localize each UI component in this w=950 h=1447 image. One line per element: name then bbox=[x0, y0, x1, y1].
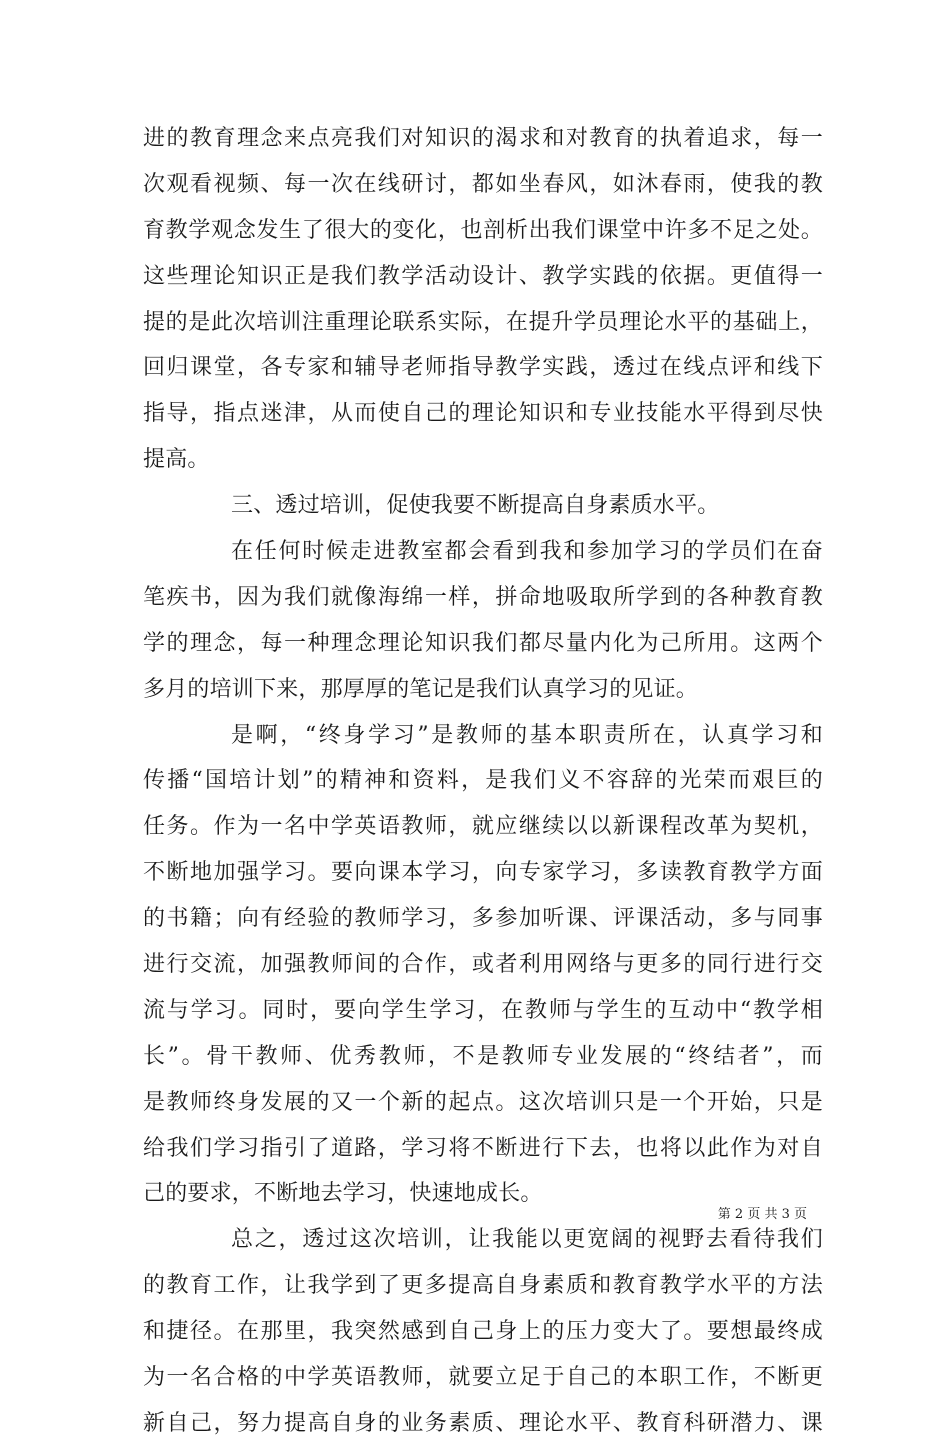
text-line: 进行交流，加强教师间的合作，或者利用网络与更多的同行进行交 bbox=[143, 952, 823, 978]
text-line: 在任何时候走进教室都会看到我和参加学习的学员们在奋 bbox=[231, 539, 823, 565]
text-line: 流与学习。同时，要向学生学习，在教师与学生的互动中“教学相 bbox=[143, 997, 823, 1023]
page-number: 第 2 页 共 3 页 bbox=[717, 1207, 807, 1222]
text-line: 的教育工作，让我学到了更多提高自身素质和教育教学水平的方法 bbox=[143, 1273, 823, 1299]
section-heading: 三、透过培训，促使我要不断提高自身素质水平。 bbox=[231, 493, 720, 519]
text-line: 指导，指点迷津，从而使自己的理论知识和专业技能水平得到尽快 bbox=[143, 401, 823, 427]
text-line: 学的理念，每一种理念理论知识我们都尽量内化为己所用。这两个 bbox=[143, 630, 823, 656]
text-line: 传播“国培计划”的精神和资料，是我们义不容辞的光荣而艰巨的 bbox=[143, 768, 823, 794]
text-line: 己的要求，不断地去学习，快速地成长。 bbox=[143, 1181, 543, 1207]
text-line: 这些理论知识正是我们教学活动设计、教学实践的依据。更值得一 bbox=[143, 263, 823, 289]
text-line: 提高。 bbox=[143, 447, 210, 473]
text-line: 和捷径。在那里，我突然感到自己身上的压力变大了。要想最终成 bbox=[143, 1319, 823, 1345]
text-line: 回归课堂，各专家和辅导老师指导教学实践，透过在线点评和线下 bbox=[143, 355, 823, 381]
text-line: 长”。骨干教师、优秀教师，不是教师专业发展的“终结者”，而 bbox=[143, 1043, 823, 1069]
text-line: 不断地加强学习。要向课本学习，向专家学习，多读教育教学方面 bbox=[143, 860, 823, 886]
text-line: 多月的培训下来，那厚厚的笔记是我们认真学习的见证。 bbox=[143, 676, 699, 702]
text-line: 为一名合格的中学英语教师，就要立足于自己的本职工作，不断更 bbox=[143, 1365, 823, 1391]
text-line: 是教师终身发展的又一个新的起点。这次培训只是一个开始，只是 bbox=[143, 1089, 823, 1115]
text-line: 任务。作为一名中学英语教师，就应继续以以新课程改革为契机， bbox=[143, 814, 823, 840]
text-line: 新自己，努力提高自身的业务素质、理论水平、教育科研潜力、课 bbox=[143, 1410, 823, 1436]
text-line: 育教学观念发生了很大的变化，也剖析出我们课堂中许多不足之处。 bbox=[143, 217, 823, 243]
text-line: 笔疾书，因为我们就像海绵一样，拼命地吸取所学到的各种教育教 bbox=[143, 584, 823, 610]
text-line: 次观看视频、每一次在线研讨，都如坐春风，如沐春雨，使我的教 bbox=[143, 171, 823, 197]
text-line: 提的是此次培训注重理论联系实际，在提升学员理论水平的基础上， bbox=[143, 309, 823, 335]
body-text bbox=[143, 116, 823, 1447]
text-line: 是啊，“终身学习”是教师的基本职责所在，认真学习和 bbox=[231, 722, 823, 748]
text-line: 总之，透过这次培训，让我能以更宽阔的视野去看待我们 bbox=[231, 1227, 823, 1253]
text-line: 的书籍；向有经验的教师学习，多参加听课、评课活动，多与同事 bbox=[143, 906, 823, 932]
text-line: 进的教育理念来点亮我们对知识的渴求和对教育的执着追求，每一 bbox=[143, 126, 823, 151]
text-line: 给我们学习指引了道路，学习将不断进行下去，也将以此作为对自 bbox=[143, 1135, 823, 1161]
